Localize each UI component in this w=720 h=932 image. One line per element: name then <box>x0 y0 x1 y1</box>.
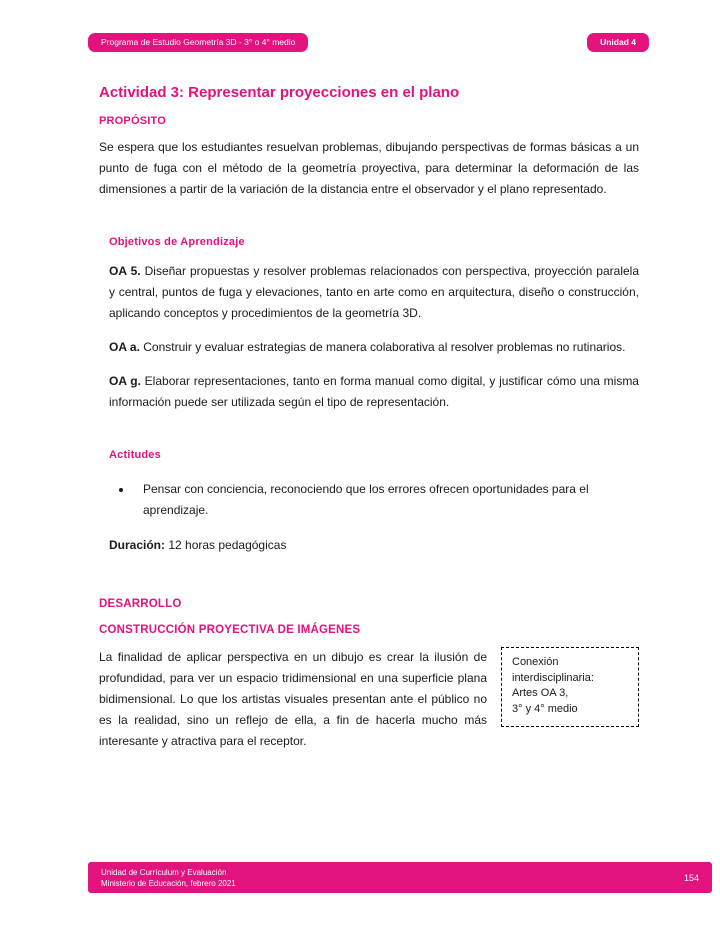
oaa-label: OA a. <box>109 340 140 354</box>
desarrollo-body: La finalidad de aplicar perspectiva en un dibujo es crear la ilusión de profundidad, para ver un espacio tridimensional en una superficie plana bidimensional. Lo que los artistas visuales presentan ante el público no es la realidad, sino un reflejo de ella, a fin de hacerla mucho más interesante y atractiva para el receptor. <box>99 650 487 748</box>
connection-line-2: interdisciplinaria: <box>512 671 594 684</box>
actitudes-bullet: • Pensar con conciencia, reconociendo que los errores ofrecen oportunidades para el aprendizaje. <box>133 479 639 521</box>
page-header <box>88 33 649 52</box>
oa-item-5 <box>109 261 639 324</box>
footer-line-1: Unidad de Currículum y Evaluación <box>101 867 227 877</box>
oa5-text: Diseñar propuestas y resolver problemas relacionados con perspectiva, proyección paralela y central, puntos de fuga y elevaciones, tanto en arte como en arquitectura, diseño o construcción, aplicando conceptos y procedimientos de la geometría 3D. <box>109 264 640 320</box>
connection-line-4: 3° y 4° medio <box>512 702 578 715</box>
program-title: Programa de Estudio Geometría 3D - 3° o 4° medio <box>101 37 296 47</box>
footer-line-2: Ministerio de Educación, febrero 2021 <box>101 878 236 888</box>
duration-text: 12 horas pedagógicas <box>165 538 287 552</box>
interdisciplinary-connection-box <box>501 647 639 727</box>
program-banner <box>88 33 308 52</box>
oa-item-g <box>109 371 639 413</box>
oag-text: Elaborar representaciones, tanto en forma manual como digital, y justificar cómo una misma información puede ser utilizada según el tipo de representación. <box>109 374 639 409</box>
activity-title: Actividad 3: Representar proyecciones en el plano <box>99 84 460 101</box>
objetivos-heading: Objetivos de Aprendizaje <box>109 236 245 248</box>
unit-badge <box>587 33 649 52</box>
connection-line-3: Artes OA 3, <box>512 687 569 699</box>
page-footer <box>88 862 712 893</box>
desarrollo-heading: DESARROLLO <box>99 598 182 610</box>
actitudes-section <box>109 449 639 556</box>
duration-line <box>109 535 639 556</box>
oa5-label: OA 5. <box>109 264 141 278</box>
connection-line-1: Conexión <box>512 656 559 668</box>
proposito-heading: PROPÓSITO <box>99 115 166 127</box>
page-number: 154 <box>683 872 699 883</box>
document-content <box>99 84 639 752</box>
unit-label: Unidad 4 <box>600 37 636 47</box>
construccion-heading: CONSTRUCCIÓN PROYECTIVA DE IMÁGENES <box>99 624 361 636</box>
duration-label: Duración: <box>109 538 166 552</box>
objetivos-section <box>109 236 639 413</box>
footer-credits <box>101 867 236 889</box>
desarrollo-body-wrap <box>99 647 639 752</box>
actitudes-heading: Actitudes <box>109 449 161 461</box>
oag-label: OA g. <box>109 374 141 388</box>
proposito-body: Se espera que los estudiantes resuelvan problemas, dibujando perspectivas de formas básicas a un punto de fuga con el método de la geometría proyectiva, para determinar la deformación de las dimensiones a partir de la variación de la distancia entre el observador y el plano representado. <box>99 140 639 196</box>
oa-item-a <box>109 337 639 358</box>
actitudes-list <box>109 479 639 521</box>
oaa-text: Construir y evaluar estrategias de manera colaborativa al resolver problemas no rutinarios. <box>139 340 626 354</box>
